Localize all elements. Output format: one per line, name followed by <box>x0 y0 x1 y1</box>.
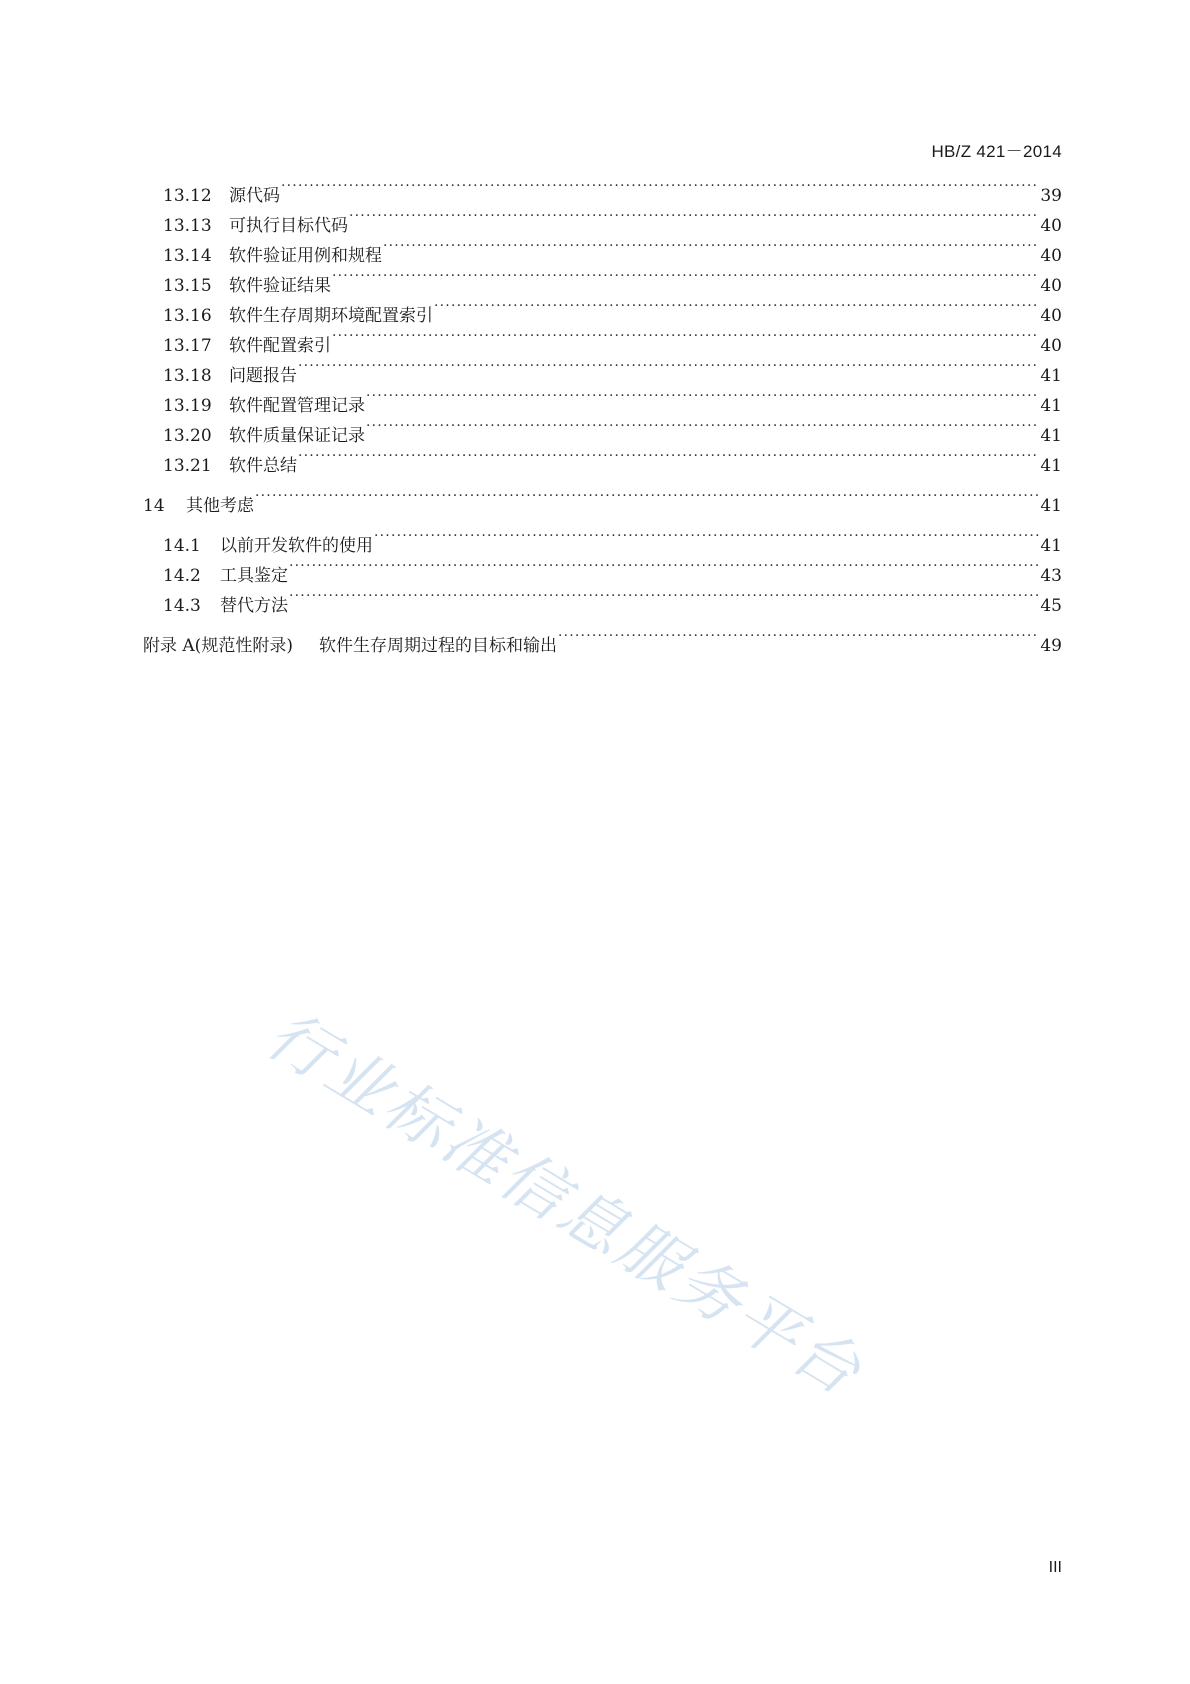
toc-entry-page: 41 <box>1040 456 1062 476</box>
toc-entry-number: 13.14 <box>163 246 212 266</box>
dot-leader <box>366 389 1039 411</box>
toc-entry-number: 13.20 <box>163 426 212 446</box>
dot-leader <box>434 299 1039 321</box>
toc-entry[interactable] <box>0 239 1062 267</box>
toc-entry-number: 13.19 <box>163 396 212 416</box>
standard-code: HB/Z 421－2014 <box>931 142 1062 161</box>
dot-leader <box>558 629 1039 651</box>
toc-entry-title: 软件验证结果 <box>229 276 331 296</box>
dot-leader <box>281 179 1039 201</box>
toc-entry-page: 39 <box>1040 186 1062 206</box>
toc-entry-page: 40 <box>1040 216 1062 236</box>
toc-entry-number: 14.1 <box>163 536 201 556</box>
toc-entry[interactable] <box>0 179 1062 207</box>
toc-entry-number: 13.15 <box>163 276 212 296</box>
toc-entry-title: 工具鉴定 <box>220 566 288 586</box>
toc-entry-number: 13.12 <box>163 186 212 206</box>
page-number: III <box>1048 1559 1062 1576</box>
toc-entry-page: 49 <box>1040 636 1062 656</box>
toc-entry-page: 41 <box>1040 536 1062 556</box>
toc-entry[interactable] <box>0 269 1062 297</box>
toc-entry[interactable] <box>0 209 1062 237</box>
toc-entry-title: 替代方法 <box>220 596 288 616</box>
toc-entry-title: 软件总结 <box>229 456 297 476</box>
toc-entry-number: 14 <box>143 496 165 516</box>
toc-entry-page: 45 <box>1040 596 1062 616</box>
toc-entry-number: 13.16 <box>163 306 212 326</box>
toc-entry-page: 40 <box>1040 306 1062 326</box>
toc-entry-title: 源代码 <box>229 186 280 206</box>
toc-entry-number: 14.3 <box>163 596 201 616</box>
dot-leader <box>383 239 1039 261</box>
toc-entry[interactable] <box>0 589 1062 617</box>
watermark: 行业标准信息服务平台 <box>254 997 876 1412</box>
toc-entry-title: 其他考虑 <box>186 496 254 516</box>
toc-entry-page: 40 <box>1040 246 1062 266</box>
dot-leader <box>349 209 1039 231</box>
dot-leader <box>366 419 1039 441</box>
dot-leader <box>298 359 1039 381</box>
toc-entry-title: 软件配置管理记录 <box>229 396 365 416</box>
toc-entry-title: 软件质量保证记录 <box>229 426 365 446</box>
toc-entry[interactable] <box>0 329 1062 357</box>
appendix-label: 附录 A(规范性附录) <box>143 636 293 656</box>
toc-entry-title: 问题报告 <box>229 366 297 386</box>
toc-entry-number: 13.18 <box>163 366 212 386</box>
toc-entry-page: 41 <box>1040 366 1062 386</box>
toc-entry-number: 13.17 <box>163 336 212 356</box>
toc-entry-page: 41 <box>1040 396 1062 416</box>
toc-entry[interactable] <box>0 359 1062 387</box>
dot-leader <box>374 529 1039 551</box>
toc-appendix-entry[interactable] <box>0 629 1062 657</box>
toc-entry-page: 40 <box>1040 336 1062 356</box>
toc-entry-title: 软件验证用例和规程 <box>229 246 382 266</box>
toc-entry[interactable] <box>0 529 1062 557</box>
dot-leader <box>332 329 1039 351</box>
toc-entry-page: 41 <box>1040 426 1062 446</box>
toc-entry-number: 14.2 <box>163 566 201 586</box>
toc-entry-title: 软件生存周期过程的目标和输出 <box>318 636 557 656</box>
toc-entry[interactable] <box>0 419 1062 447</box>
toc-entry-page: 41 <box>1040 496 1062 516</box>
dot-leader <box>289 559 1039 581</box>
dot-leader <box>332 269 1039 291</box>
toc-entry[interactable] <box>0 299 1062 327</box>
toc-entry-title: 可执行目标代码 <box>229 216 348 236</box>
dot-leader <box>255 489 1039 511</box>
toc-entry[interactable] <box>0 449 1062 477</box>
toc-entry-number: 13.21 <box>163 456 212 476</box>
dot-leader <box>298 449 1039 471</box>
toc-entry[interactable] <box>0 389 1062 417</box>
toc-entry-title: 软件生存周期环境配置索引 <box>229 306 433 326</box>
toc-entry-number: 13.13 <box>163 216 212 236</box>
dot-leader <box>289 589 1039 611</box>
toc-chapter-entry[interactable] <box>0 489 1062 517</box>
toc-entry-page: 40 <box>1040 276 1062 296</box>
toc-entry-title: 以前开发软件的使用 <box>220 536 373 556</box>
toc-entry-title: 软件配置索引 <box>229 336 331 356</box>
toc-entry[interactable] <box>0 559 1062 587</box>
toc-entry-page: 43 <box>1040 566 1062 586</box>
